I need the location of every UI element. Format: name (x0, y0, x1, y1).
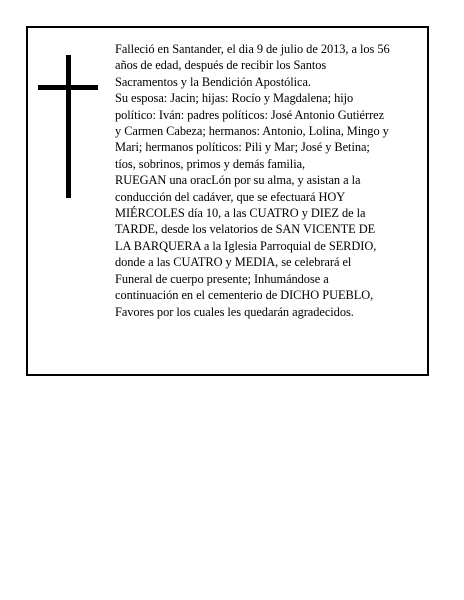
obituary-line: conducción del cadáver, que se efectuará HOY (115, 189, 346, 204)
obituary-notice (26, 26, 429, 376)
obituary-line: tíos, sobrinos, primos y demás familia, (115, 156, 306, 171)
obituary-line: años de edad, después de recibir los Santos (115, 58, 327, 73)
obituary-line: Funeral de cuerpo presente; Inhumándose a (115, 271, 329, 286)
obituary-line: TARDE, desde los velatorios de SAN VICENTE DE (115, 222, 376, 237)
obituary-line: Sacramentos y la Bendición Apostólica. (115, 74, 311, 89)
obituary-line: y Carmen Cabeza; hermanos: Antonio, Lolina, Mingo y (115, 124, 389, 139)
cross-icon-bar (38, 85, 98, 90)
obituary-line: RUEGAN una oracLón por su alma, y asistan a la (115, 173, 361, 188)
obituary-line: continuación en el cementerio de DICHO PUEBLO, (115, 288, 374, 303)
obituary-line: Falleció en Santander, el dia 9 de julio de 2013, a los 56 (115, 42, 390, 56)
obituary-line: Su esposa: Jacin; hijas: Rocío y Magdalena; hijo (115, 91, 354, 106)
obituary-line: donde a las CUATRO y MEDIA, se celebrará el (115, 255, 352, 270)
obituary-line: LA BARQUERA a la Iglesia Parroquial de SERDIO, (115, 238, 377, 253)
obituary-line: Favores por los cuales les quedarán agradecidos. (115, 304, 354, 319)
obituary-line: Mari; hermanos políticos: Pili y Mar; José y Betina; (115, 140, 370, 155)
cross-icon (66, 55, 71, 198)
obituary-line: MIÉRCOLES día 10, a las CUATRO y DIEZ de la (115, 206, 366, 221)
obituary-line: político: Iván: padres políticos: José Antonio Gutiérrez (115, 107, 385, 122)
obituary-text (115, 41, 421, 320)
